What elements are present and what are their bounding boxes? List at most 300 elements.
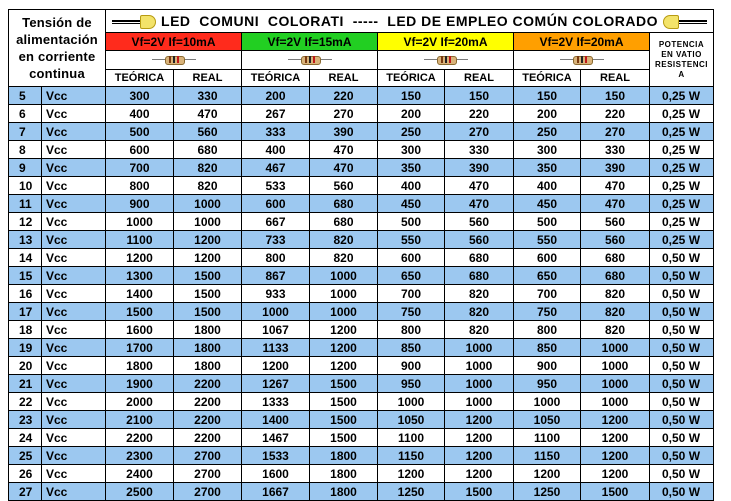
orange-real-cell: 220 bbox=[581, 105, 650, 123]
orange-real-cell: 270 bbox=[581, 123, 650, 141]
resistor-power-cell: 0,50 W bbox=[650, 321, 714, 339]
voltage-unit: Vcc bbox=[42, 465, 106, 483]
yellow-theoretical-cell: 1050 bbox=[378, 411, 445, 429]
red-real-cell: 2200 bbox=[174, 429, 242, 447]
power-header-line-1: POTENCIA bbox=[658, 39, 705, 49]
green-theoretical-cell: 200 bbox=[242, 87, 310, 105]
voltage-value: 14 bbox=[9, 249, 42, 267]
table-row bbox=[9, 411, 714, 429]
orange-real-cell: 1500 bbox=[581, 483, 650, 501]
green-theoretical-cell: 467 bbox=[242, 159, 310, 177]
orange-real-cell: 150 bbox=[581, 87, 650, 105]
yellow-real-cell: 1000 bbox=[445, 357, 514, 375]
orange-real-cell: 680 bbox=[581, 267, 650, 285]
yellow-theoretical-cell: 950 bbox=[378, 375, 445, 393]
voltage-unit: Vcc bbox=[42, 231, 106, 249]
yellow-theoretical-cell: 450 bbox=[378, 195, 445, 213]
red-real-cell: 820 bbox=[174, 159, 242, 177]
resistor-power-cell: 0,25 W bbox=[650, 177, 714, 195]
yellow-theoretical-cell: 1150 bbox=[378, 447, 445, 465]
red-theoretical-cell: 2500 bbox=[106, 483, 174, 501]
orange-real-cell: 1200 bbox=[581, 447, 650, 465]
yellow-real-cell: 470 bbox=[445, 195, 514, 213]
resistor-power-cell: 0,50 W bbox=[650, 357, 714, 375]
green-real-cell: 680 bbox=[310, 195, 378, 213]
green-theoretical-cell: 1467 bbox=[242, 429, 310, 447]
voltage-value: 27 bbox=[9, 483, 42, 501]
orange-theoretical-cell: 300 bbox=[514, 141, 581, 159]
orange-theoretical-cell: 1100 bbox=[514, 429, 581, 447]
orange-real-cell: 560 bbox=[581, 213, 650, 231]
voltage-unit: Vcc bbox=[42, 429, 106, 447]
table-row bbox=[9, 87, 714, 105]
voltage-value: 15 bbox=[9, 267, 42, 285]
voltage-value: 19 bbox=[9, 339, 42, 357]
table-row bbox=[9, 393, 714, 411]
table-row bbox=[9, 285, 714, 303]
table-row bbox=[9, 105, 714, 123]
resistor-power-cell: 0,50 W bbox=[650, 249, 714, 267]
resistor-power-cell: 0,25 W bbox=[650, 213, 714, 231]
red-theoretical-cell: 1700 bbox=[106, 339, 174, 357]
red-real-cell: 1200 bbox=[174, 231, 242, 249]
voltage-unit: Vcc bbox=[42, 267, 106, 285]
sub-header-real: REAL bbox=[581, 70, 650, 87]
led-left-icon bbox=[112, 14, 156, 28]
sub-header-theoretical: TEÓRICA bbox=[106, 70, 174, 87]
green-real-cell: 1200 bbox=[310, 339, 378, 357]
voltage-unit: Vcc bbox=[42, 411, 106, 429]
green-real-cell: 820 bbox=[310, 231, 378, 249]
voltage-value: 20 bbox=[9, 357, 42, 375]
power-header-line-2: EN VATIO bbox=[661, 49, 702, 59]
orange-theoretical-cell: 850 bbox=[514, 339, 581, 357]
orange-real-cell: 1000 bbox=[581, 357, 650, 375]
green-real-cell: 1000 bbox=[310, 285, 378, 303]
orange-theoretical-cell: 200 bbox=[514, 105, 581, 123]
resistor-power-cell: 0,50 W bbox=[650, 393, 714, 411]
group-header-orange: Vf=2V If=20mA bbox=[514, 33, 650, 51]
red-real-cell: 1500 bbox=[174, 267, 242, 285]
green-theoretical-cell: 933 bbox=[242, 285, 310, 303]
red-real-cell: 1800 bbox=[174, 339, 242, 357]
green-theoretical-cell: 533 bbox=[242, 177, 310, 195]
yellow-real-cell: 680 bbox=[445, 267, 514, 285]
orange-real-cell: 820 bbox=[581, 321, 650, 339]
orange-real-cell: 1200 bbox=[581, 411, 650, 429]
orange-theoretical-cell: 700 bbox=[514, 285, 581, 303]
sub-header-theoretical: TEÓRICA bbox=[378, 70, 445, 87]
resistor-power-cell: 0,25 W bbox=[650, 141, 714, 159]
orange-real-cell: 1000 bbox=[581, 393, 650, 411]
led-right-icon bbox=[663, 14, 707, 28]
red-real-cell: 470 bbox=[174, 105, 242, 123]
table-row bbox=[9, 447, 714, 465]
orange-real-cell: 1000 bbox=[581, 375, 650, 393]
yellow-real-cell: 390 bbox=[445, 159, 514, 177]
green-theoretical-cell: 667 bbox=[242, 213, 310, 231]
voltage-unit: Vcc bbox=[42, 483, 106, 501]
table-row bbox=[9, 123, 714, 141]
sub-header-real: REAL bbox=[445, 70, 514, 87]
yellow-theoretical-cell: 750 bbox=[378, 303, 445, 321]
orange-real-cell: 820 bbox=[581, 303, 650, 321]
voltage-value: 5 bbox=[9, 87, 42, 105]
resistor-icon bbox=[424, 55, 468, 65]
power-header-line-3: RESISTENCI bbox=[654, 59, 708, 69]
resistor-power-cell: 0,50 W bbox=[650, 303, 714, 321]
resistor-icon-cell bbox=[378, 51, 514, 70]
orange-real-cell: 470 bbox=[581, 177, 650, 195]
yellow-real-cell: 330 bbox=[445, 141, 514, 159]
orange-theoretical-cell: 150 bbox=[514, 87, 581, 105]
supply-voltage-line-3: en corriente bbox=[18, 49, 96, 64]
table-title bbox=[106, 10, 714, 33]
green-theoretical-cell: 1667 bbox=[242, 483, 310, 501]
resistor-power-cell: 0,50 W bbox=[650, 447, 714, 465]
green-theoretical-cell: 1600 bbox=[242, 465, 310, 483]
green-real-cell: 470 bbox=[310, 141, 378, 159]
yellow-theoretical-cell: 400 bbox=[378, 177, 445, 195]
supply-voltage-line-4: continua bbox=[29, 66, 85, 81]
resistor-power-cell: 0,25 W bbox=[650, 87, 714, 105]
table-row bbox=[9, 465, 714, 483]
yellow-theoretical-cell: 500 bbox=[378, 213, 445, 231]
red-real-cell: 2200 bbox=[174, 411, 242, 429]
yellow-real-cell: 1200 bbox=[445, 447, 514, 465]
resistor-power-cell: 0,25 W bbox=[650, 195, 714, 213]
green-real-cell: 1800 bbox=[310, 465, 378, 483]
orange-real-cell: 560 bbox=[581, 231, 650, 249]
voltage-value: 9 bbox=[9, 159, 42, 177]
resistor-power-cell: 0,50 W bbox=[650, 375, 714, 393]
sub-header-real: REAL bbox=[310, 70, 378, 87]
orange-theoretical-cell: 650 bbox=[514, 267, 581, 285]
green-real-cell: 1200 bbox=[310, 357, 378, 375]
voltage-value: 21 bbox=[9, 375, 42, 393]
table-row bbox=[9, 249, 714, 267]
yellow-theoretical-cell: 1100 bbox=[378, 429, 445, 447]
voltage-value: 10 bbox=[9, 177, 42, 195]
red-theoretical-cell: 2100 bbox=[106, 411, 174, 429]
yellow-theoretical-cell: 650 bbox=[378, 267, 445, 285]
red-real-cell: 2700 bbox=[174, 465, 242, 483]
red-real-cell: 2700 bbox=[174, 447, 242, 465]
green-theoretical-cell: 733 bbox=[242, 231, 310, 249]
yellow-theoretical-cell: 350 bbox=[378, 159, 445, 177]
voltage-unit: Vcc bbox=[42, 339, 106, 357]
yellow-real-cell: 220 bbox=[445, 105, 514, 123]
red-theoretical-cell: 600 bbox=[106, 141, 174, 159]
red-theoretical-cell: 1100 bbox=[106, 231, 174, 249]
voltage-value: 8 bbox=[9, 141, 42, 159]
green-theoretical-cell: 1333 bbox=[242, 393, 310, 411]
group-header-yellow: Vf=2V If=20mA bbox=[378, 33, 514, 51]
red-theoretical-cell: 1200 bbox=[106, 249, 174, 267]
resistor-power-cell: 0,25 W bbox=[650, 123, 714, 141]
resistor-icon-cell bbox=[106, 51, 242, 70]
resistor-power-cell: 0,50 W bbox=[650, 267, 714, 285]
green-real-cell: 1800 bbox=[310, 447, 378, 465]
table-row bbox=[9, 321, 714, 339]
green-real-cell: 1500 bbox=[310, 429, 378, 447]
orange-theoretical-cell: 250 bbox=[514, 123, 581, 141]
orange-theoretical-cell: 800 bbox=[514, 321, 581, 339]
yellow-real-cell: 1200 bbox=[445, 411, 514, 429]
green-theoretical-cell: 1000 bbox=[242, 303, 310, 321]
yellow-theoretical-cell: 200 bbox=[378, 105, 445, 123]
green-real-cell: 390 bbox=[310, 123, 378, 141]
table-row bbox=[9, 231, 714, 249]
voltage-unit: Vcc bbox=[42, 321, 106, 339]
voltage-value: 7 bbox=[9, 123, 42, 141]
green-real-cell: 820 bbox=[310, 249, 378, 267]
table-row bbox=[9, 267, 714, 285]
orange-theoretical-cell: 550 bbox=[514, 231, 581, 249]
voltage-value: 22 bbox=[9, 393, 42, 411]
red-real-cell: 1500 bbox=[174, 285, 242, 303]
green-real-cell: 270 bbox=[310, 105, 378, 123]
resistor-power-header bbox=[650, 33, 714, 87]
red-real-cell: 560 bbox=[174, 123, 242, 141]
voltage-value: 6 bbox=[9, 105, 42, 123]
orange-real-cell: 330 bbox=[581, 141, 650, 159]
resistor-power-cell: 0,25 W bbox=[650, 159, 714, 177]
orange-theoretical-cell: 400 bbox=[514, 177, 581, 195]
resistor-icon bbox=[560, 55, 604, 65]
yellow-real-cell: 820 bbox=[445, 285, 514, 303]
yellow-real-cell: 820 bbox=[445, 321, 514, 339]
voltage-unit: Vcc bbox=[42, 357, 106, 375]
resistor-icon bbox=[152, 55, 196, 65]
orange-real-cell: 680 bbox=[581, 249, 650, 267]
yellow-real-cell: 680 bbox=[445, 249, 514, 267]
resistor-power-cell: 0,50 W bbox=[650, 411, 714, 429]
resistor-power-cell: 0,50 W bbox=[650, 429, 714, 447]
yellow-theoretical-cell: 600 bbox=[378, 249, 445, 267]
orange-theoretical-cell: 450 bbox=[514, 195, 581, 213]
yellow-real-cell: 1000 bbox=[445, 339, 514, 357]
voltage-value: 24 bbox=[9, 429, 42, 447]
voltage-unit: Vcc bbox=[42, 87, 106, 105]
table-row bbox=[9, 159, 714, 177]
orange-theoretical-cell: 1050 bbox=[514, 411, 581, 429]
voltage-unit: Vcc bbox=[42, 393, 106, 411]
green-theoretical-cell: 800 bbox=[242, 249, 310, 267]
supply-voltage-line-1: Tensión de bbox=[22, 15, 92, 30]
red-theoretical-cell: 1000 bbox=[106, 213, 174, 231]
red-theoretical-cell: 1800 bbox=[106, 357, 174, 375]
table-row bbox=[9, 177, 714, 195]
resistor-power-cell: 0,50 W bbox=[650, 465, 714, 483]
green-theoretical-cell: 267 bbox=[242, 105, 310, 123]
orange-real-cell: 390 bbox=[581, 159, 650, 177]
orange-theoretical-cell: 500 bbox=[514, 213, 581, 231]
sub-header-theoretical: TEÓRICA bbox=[242, 70, 310, 87]
orange-theoretical-cell: 1250 bbox=[514, 483, 581, 501]
resistor-icon-cell bbox=[242, 51, 378, 70]
green-real-cell: 1500 bbox=[310, 393, 378, 411]
voltage-value: 25 bbox=[9, 447, 42, 465]
sub-header-real: REAL bbox=[174, 70, 242, 87]
orange-real-cell: 1200 bbox=[581, 465, 650, 483]
green-real-cell: 1200 bbox=[310, 321, 378, 339]
resistor-power-cell: 0,25 W bbox=[650, 231, 714, 249]
table-row bbox=[9, 339, 714, 357]
table-row bbox=[9, 303, 714, 321]
resistor-power-cell: 0,50 W bbox=[650, 339, 714, 357]
green-theoretical-cell: 333 bbox=[242, 123, 310, 141]
red-theoretical-cell: 1400 bbox=[106, 285, 174, 303]
red-theoretical-cell: 2400 bbox=[106, 465, 174, 483]
yellow-theoretical-cell: 550 bbox=[378, 231, 445, 249]
orange-theoretical-cell: 750 bbox=[514, 303, 581, 321]
voltage-unit: Vcc bbox=[42, 123, 106, 141]
yellow-real-cell: 470 bbox=[445, 177, 514, 195]
group-header-red: Vf=2V If=10mA bbox=[106, 33, 242, 51]
red-theoretical-cell: 800 bbox=[106, 177, 174, 195]
resistor-icon bbox=[288, 55, 332, 65]
table-row bbox=[9, 483, 714, 501]
yellow-theoretical-cell: 300 bbox=[378, 141, 445, 159]
green-theoretical-cell: 1200 bbox=[242, 357, 310, 375]
orange-theoretical-cell: 350 bbox=[514, 159, 581, 177]
yellow-theoretical-cell: 1200 bbox=[378, 465, 445, 483]
voltage-unit: Vcc bbox=[42, 195, 106, 213]
green-theoretical-cell: 1533 bbox=[242, 447, 310, 465]
green-theoretical-cell: 1067 bbox=[242, 321, 310, 339]
voltage-value: 26 bbox=[9, 465, 42, 483]
group-header-green: Vf=2V If=15mA bbox=[242, 33, 378, 51]
green-real-cell: 1800 bbox=[310, 483, 378, 501]
yellow-real-cell: 1200 bbox=[445, 429, 514, 447]
red-real-cell: 2200 bbox=[174, 393, 242, 411]
table-row bbox=[9, 357, 714, 375]
sub-header-theoretical: TEÓRICA bbox=[514, 70, 581, 87]
red-real-cell: 1800 bbox=[174, 357, 242, 375]
green-real-cell: 1500 bbox=[310, 411, 378, 429]
green-theoretical-cell: 1133 bbox=[242, 339, 310, 357]
yellow-theoretical-cell: 1250 bbox=[378, 483, 445, 501]
green-real-cell: 220 bbox=[310, 87, 378, 105]
voltage-value: 18 bbox=[9, 321, 42, 339]
yellow-theoretical-cell: 250 bbox=[378, 123, 445, 141]
power-header-line-4: A bbox=[678, 69, 685, 79]
table-row bbox=[9, 213, 714, 231]
yellow-real-cell: 1000 bbox=[445, 393, 514, 411]
red-real-cell: 2700 bbox=[174, 483, 242, 501]
red-theoretical-cell: 700 bbox=[106, 159, 174, 177]
voltage-unit: Vcc bbox=[42, 375, 106, 393]
red-real-cell: 1000 bbox=[174, 195, 242, 213]
resistor-power-cell: 0,50 W bbox=[650, 483, 714, 501]
table-row bbox=[9, 429, 714, 447]
orange-theoretical-cell: 900 bbox=[514, 357, 581, 375]
green-theoretical-cell: 867 bbox=[242, 267, 310, 285]
yellow-real-cell: 270 bbox=[445, 123, 514, 141]
yellow-real-cell: 1500 bbox=[445, 483, 514, 501]
red-theoretical-cell: 400 bbox=[106, 105, 174, 123]
green-real-cell: 560 bbox=[310, 177, 378, 195]
resistor-icon-cell bbox=[514, 51, 650, 70]
table-row bbox=[9, 195, 714, 213]
red-real-cell: 1200 bbox=[174, 249, 242, 267]
red-theoretical-cell: 500 bbox=[106, 123, 174, 141]
voltage-unit: Vcc bbox=[42, 303, 106, 321]
voltage-value: 23 bbox=[9, 411, 42, 429]
voltage-unit: Vcc bbox=[42, 105, 106, 123]
red-real-cell: 680 bbox=[174, 141, 242, 159]
orange-real-cell: 1200 bbox=[581, 429, 650, 447]
red-real-cell: 820 bbox=[174, 177, 242, 195]
table-row bbox=[9, 375, 714, 393]
resistor-power-cell: 0,25 W bbox=[650, 105, 714, 123]
green-real-cell: 470 bbox=[310, 159, 378, 177]
supply-voltage-header bbox=[9, 10, 106, 87]
orange-theoretical-cell: 600 bbox=[514, 249, 581, 267]
yellow-real-cell: 1000 bbox=[445, 375, 514, 393]
green-theoretical-cell: 1400 bbox=[242, 411, 310, 429]
orange-theoretical-cell: 1200 bbox=[514, 465, 581, 483]
voltage-unit: Vcc bbox=[42, 177, 106, 195]
green-real-cell: 680 bbox=[310, 213, 378, 231]
voltage-unit: Vcc bbox=[42, 447, 106, 465]
voltage-value: 11 bbox=[9, 195, 42, 213]
table-row bbox=[9, 141, 714, 159]
voltage-unit: Vcc bbox=[42, 141, 106, 159]
green-theoretical-cell: 1267 bbox=[242, 375, 310, 393]
red-real-cell: 1000 bbox=[174, 213, 242, 231]
voltage-unit: Vcc bbox=[42, 285, 106, 303]
resistor-power-cell: 0,50 W bbox=[650, 285, 714, 303]
yellow-real-cell: 820 bbox=[445, 303, 514, 321]
yellow-theoretical-cell: 1000 bbox=[378, 393, 445, 411]
red-real-cell: 1500 bbox=[174, 303, 242, 321]
yellow-theoretical-cell: 800 bbox=[378, 321, 445, 339]
yellow-real-cell: 560 bbox=[445, 213, 514, 231]
table-title-text: LED COMUNI COLORATI ----- LED DE EMPLEO COMÚN COLORADO bbox=[161, 13, 658, 29]
red-real-cell: 2200 bbox=[174, 375, 242, 393]
led-resistor-table-container bbox=[8, 9, 714, 501]
red-theoretical-cell: 2200 bbox=[106, 429, 174, 447]
green-real-cell: 1000 bbox=[310, 267, 378, 285]
orange-theoretical-cell: 1150 bbox=[514, 447, 581, 465]
voltage-unit: Vcc bbox=[42, 213, 106, 231]
supply-voltage-line-2: alimentación bbox=[16, 32, 98, 47]
orange-real-cell: 820 bbox=[581, 285, 650, 303]
yellow-real-cell: 150 bbox=[445, 87, 514, 105]
red-theoretical-cell: 1300 bbox=[106, 267, 174, 285]
red-theoretical-cell: 1600 bbox=[106, 321, 174, 339]
red-theoretical-cell: 1900 bbox=[106, 375, 174, 393]
voltage-value: 12 bbox=[9, 213, 42, 231]
orange-real-cell: 1000 bbox=[581, 339, 650, 357]
yellow-real-cell: 1200 bbox=[445, 465, 514, 483]
orange-theoretical-cell: 1000 bbox=[514, 393, 581, 411]
red-theoretical-cell: 1500 bbox=[106, 303, 174, 321]
led-resistor-table bbox=[8, 9, 714, 501]
voltage-unit: Vcc bbox=[42, 249, 106, 267]
green-real-cell: 1000 bbox=[310, 303, 378, 321]
yellow-real-cell: 560 bbox=[445, 231, 514, 249]
yellow-theoretical-cell: 900 bbox=[378, 357, 445, 375]
green-real-cell: 1500 bbox=[310, 375, 378, 393]
voltage-value: 16 bbox=[9, 285, 42, 303]
red-theoretical-cell: 2300 bbox=[106, 447, 174, 465]
yellow-theoretical-cell: 150 bbox=[378, 87, 445, 105]
red-theoretical-cell: 900 bbox=[106, 195, 174, 213]
green-theoretical-cell: 600 bbox=[242, 195, 310, 213]
